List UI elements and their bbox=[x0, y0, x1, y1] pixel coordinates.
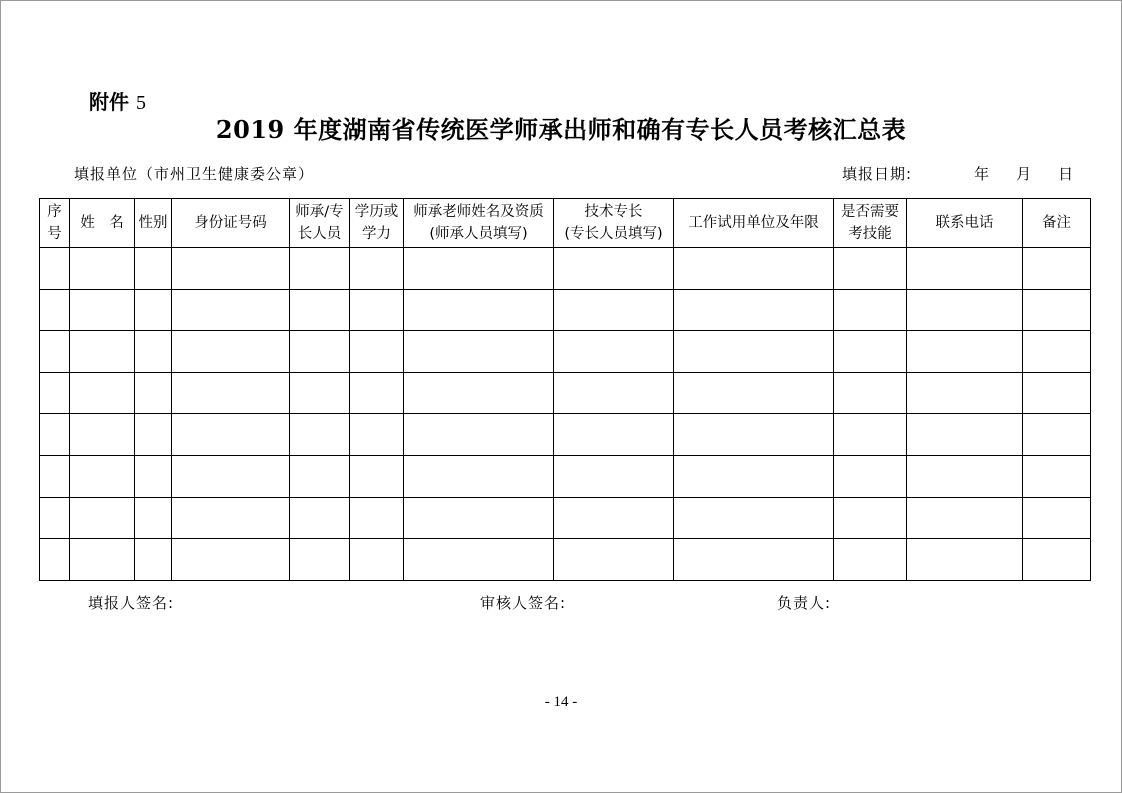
table-cell bbox=[135, 414, 172, 456]
table-cell bbox=[350, 372, 404, 414]
column-header bbox=[350, 199, 404, 248]
filler-signature-label: 填报人签名: bbox=[88, 594, 175, 612]
fill-date-month: 月 bbox=[1016, 165, 1033, 183]
table-cell bbox=[290, 331, 350, 373]
table-cell bbox=[172, 289, 290, 331]
page-number: - 14 - bbox=[544, 694, 578, 710]
table-cell bbox=[290, 372, 350, 414]
table-cell bbox=[674, 497, 834, 539]
column-header bbox=[172, 199, 290, 248]
column-header-label: 性别 bbox=[138, 215, 168, 231]
column-header-label: 技术专长 (专长人员填写) bbox=[564, 204, 663, 242]
table-cell bbox=[674, 289, 834, 331]
table-cell bbox=[290, 539, 350, 581]
table-cell bbox=[674, 414, 834, 456]
table-cell bbox=[1023, 539, 1091, 581]
table-cell bbox=[404, 289, 554, 331]
column-header-label: 序 号 bbox=[47, 204, 62, 242]
table-row bbox=[40, 497, 1091, 539]
table-cell bbox=[135, 248, 172, 290]
table-cell bbox=[834, 539, 907, 581]
table-cell bbox=[674, 455, 834, 497]
table-cell bbox=[1023, 497, 1091, 539]
table-cell bbox=[907, 539, 1023, 581]
table-header bbox=[40, 199, 1091, 248]
table-cell bbox=[554, 331, 674, 373]
table-cell bbox=[907, 331, 1023, 373]
table-cell bbox=[70, 289, 135, 331]
attachment-text: 附件 bbox=[89, 90, 129, 114]
table-cell bbox=[40, 414, 70, 456]
table-cell bbox=[172, 455, 290, 497]
fill-date-year: 年 bbox=[974, 165, 991, 183]
table-cell bbox=[172, 331, 290, 373]
table-cell bbox=[834, 248, 907, 290]
table-cell bbox=[70, 539, 135, 581]
table-cell bbox=[404, 497, 554, 539]
table-cell bbox=[135, 455, 172, 497]
table-cell bbox=[290, 248, 350, 290]
table-cell bbox=[834, 455, 907, 497]
table-row bbox=[40, 414, 1091, 456]
table-cell bbox=[554, 497, 674, 539]
column-header-label: 师承老师姓名及资质 (师承人员填写) bbox=[413, 204, 544, 242]
table-body bbox=[40, 248, 1091, 581]
table-cell bbox=[350, 497, 404, 539]
table-cell bbox=[404, 372, 554, 414]
table-cell bbox=[40, 372, 70, 414]
header-row bbox=[40, 199, 1091, 248]
table-cell bbox=[135, 372, 172, 414]
column-header bbox=[1023, 199, 1091, 248]
table-cell bbox=[290, 497, 350, 539]
table-cell bbox=[554, 539, 674, 581]
table-cell bbox=[404, 331, 554, 373]
table-cell bbox=[1023, 414, 1091, 456]
column-header bbox=[404, 199, 554, 248]
table-cell bbox=[350, 539, 404, 581]
column-header-label: 身份证号码 bbox=[194, 215, 267, 231]
table-cell bbox=[135, 289, 172, 331]
table-cell bbox=[1023, 331, 1091, 373]
table-cell bbox=[1023, 248, 1091, 290]
table-cell bbox=[290, 414, 350, 456]
table-cell bbox=[40, 331, 70, 373]
table-cell bbox=[70, 497, 135, 539]
table-cell bbox=[674, 331, 834, 373]
table-cell bbox=[907, 414, 1023, 456]
table-cell bbox=[1023, 455, 1091, 497]
table-cell bbox=[554, 372, 674, 414]
table-row bbox=[40, 248, 1091, 290]
summary-table bbox=[39, 198, 1091, 581]
table-cell bbox=[404, 539, 554, 581]
table-cell bbox=[70, 331, 135, 373]
column-header-label: 工作试用单位及年限 bbox=[688, 215, 819, 231]
table-cell bbox=[834, 372, 907, 414]
table-cell bbox=[135, 497, 172, 539]
table-cell bbox=[172, 414, 290, 456]
table-cell bbox=[404, 414, 554, 456]
table-cell bbox=[40, 455, 70, 497]
table-cell bbox=[834, 414, 907, 456]
table-row bbox=[40, 331, 1091, 373]
table-row bbox=[40, 289, 1091, 331]
table-cell bbox=[350, 289, 404, 331]
table-cell bbox=[834, 497, 907, 539]
fill-date-label: 填报日期: bbox=[842, 165, 913, 183]
table-cell bbox=[290, 289, 350, 331]
table-cell bbox=[172, 539, 290, 581]
table-cell bbox=[907, 497, 1023, 539]
table-cell bbox=[70, 248, 135, 290]
table-cell bbox=[40, 248, 70, 290]
column-header-label: 是否需要 考技能 bbox=[841, 204, 899, 242]
table-cell bbox=[1023, 289, 1091, 331]
table-cell bbox=[350, 248, 404, 290]
table-cell bbox=[70, 455, 135, 497]
table-cell bbox=[907, 289, 1023, 331]
attachment-number: 5 bbox=[135, 92, 146, 114]
table-cell bbox=[40, 539, 70, 581]
column-header-label: 姓 名 bbox=[80, 215, 124, 231]
table-cell bbox=[70, 414, 135, 456]
column-header-label: 联系电话 bbox=[935, 215, 994, 231]
table-row bbox=[40, 455, 1091, 497]
table-cell bbox=[554, 248, 674, 290]
document-title: 2019 年度湖南省传统医学师承出师和确有专长人员考核汇总表 bbox=[215, 115, 907, 144]
table-cell bbox=[70, 372, 135, 414]
reviewer-signature-label: 审核人签名: bbox=[480, 594, 567, 612]
column-header-label: 师承/专 长人员 bbox=[295, 204, 344, 242]
table-cell bbox=[290, 455, 350, 497]
column-header-label: 备注 bbox=[1042, 215, 1071, 231]
table-cell bbox=[404, 455, 554, 497]
table-row bbox=[40, 372, 1091, 414]
table-cell bbox=[554, 289, 674, 331]
table-cell bbox=[135, 539, 172, 581]
responsible-signature-label: 负责人: bbox=[777, 594, 832, 612]
column-header bbox=[135, 199, 172, 248]
table-cell bbox=[350, 331, 404, 373]
table-cell bbox=[350, 455, 404, 497]
column-header bbox=[834, 199, 907, 248]
table-cell bbox=[135, 331, 172, 373]
table-cell bbox=[907, 248, 1023, 290]
fill-date-day: 日 bbox=[1058, 165, 1075, 183]
table-cell bbox=[40, 497, 70, 539]
column-header bbox=[674, 199, 834, 248]
column-header bbox=[554, 199, 674, 248]
table-cell bbox=[404, 248, 554, 290]
column-header bbox=[70, 199, 135, 248]
table-cell bbox=[554, 414, 674, 456]
table-cell bbox=[172, 497, 290, 539]
filler-unit-label: 填报单位（市州卫生健康委公章） bbox=[74, 165, 315, 183]
table-cell bbox=[350, 414, 404, 456]
table-cell bbox=[907, 372, 1023, 414]
table-cell bbox=[674, 372, 834, 414]
table-cell bbox=[172, 248, 290, 290]
table-cell bbox=[907, 455, 1023, 497]
table-cell bbox=[674, 539, 834, 581]
table-cell bbox=[674, 248, 834, 290]
table-cell bbox=[834, 331, 907, 373]
column-header-label: 学历或 学力 bbox=[354, 204, 399, 242]
table-cell bbox=[1023, 372, 1091, 414]
table-cell bbox=[834, 289, 907, 331]
fill-date bbox=[842, 163, 1074, 184]
table-cell bbox=[172, 372, 290, 414]
table-cell bbox=[554, 455, 674, 497]
column-header bbox=[907, 199, 1023, 248]
table-cell bbox=[40, 289, 70, 331]
table-row bbox=[40, 539, 1091, 581]
column-header bbox=[290, 199, 350, 248]
column-header bbox=[40, 199, 70, 248]
